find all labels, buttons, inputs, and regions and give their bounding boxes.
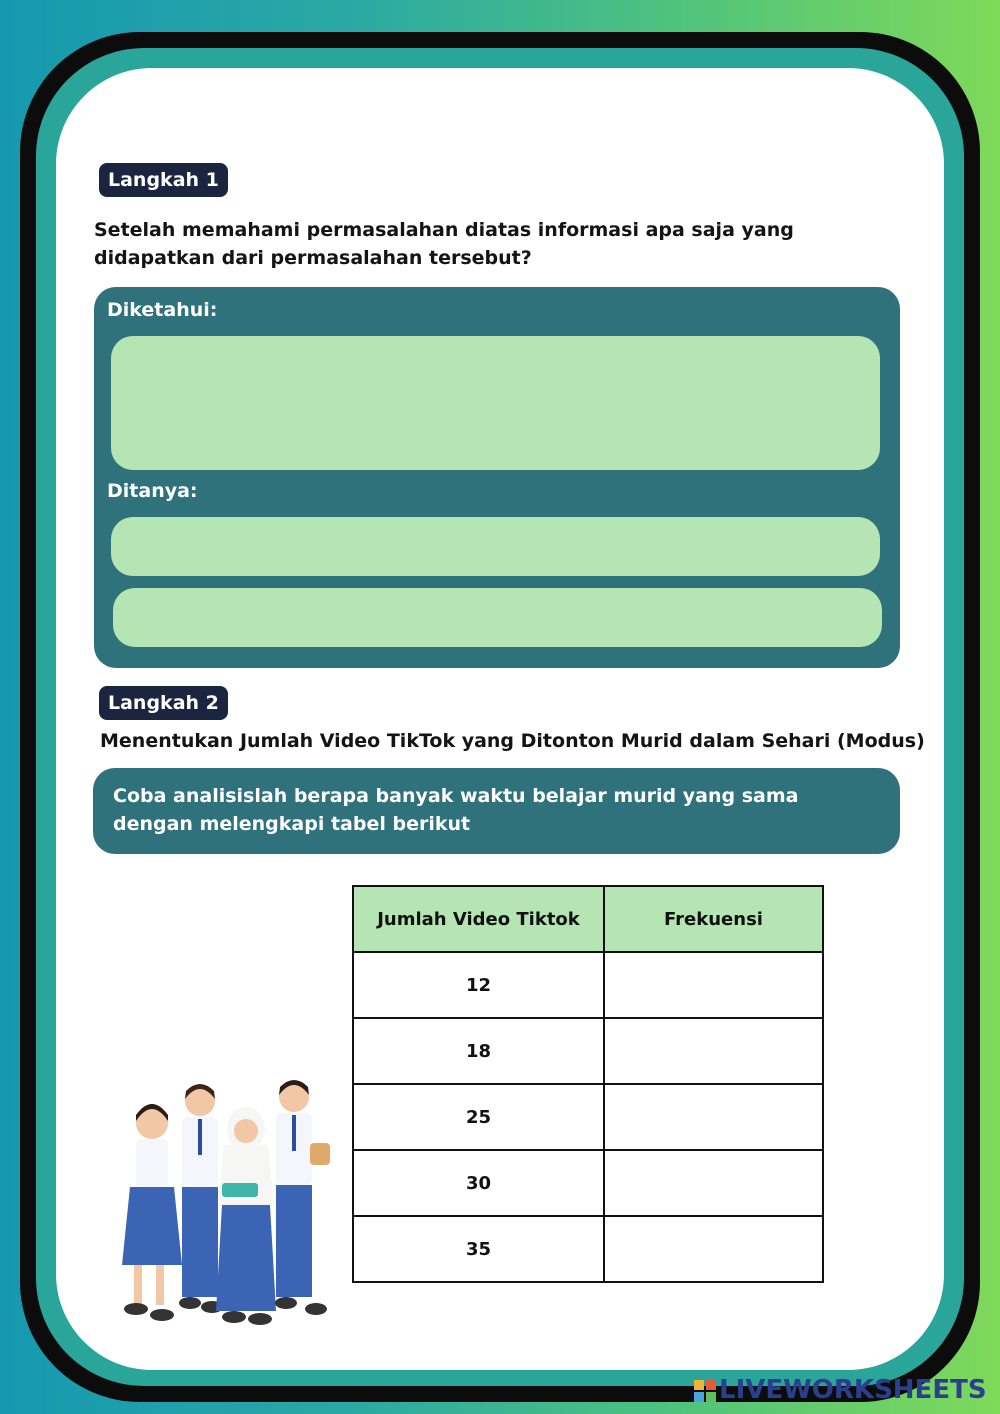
student-figure [275,1080,330,1315]
header-frequency: Frekuensi [604,886,823,952]
step1-panel [94,287,900,668]
student-figure [122,1104,182,1321]
table-row [353,1018,823,1084]
step2-title: Menentukan Jumlah Video TikTok yang Ditonton Murid dalam Sehari (Modus) [100,730,925,752]
frequency-table [352,885,824,1283]
table-row [353,1084,823,1150]
video-count-cell: 25 [353,1084,604,1150]
table-row [353,952,823,1018]
asked-label: Ditanya: [107,480,198,502]
step2-badge: Langkah 2 [99,686,228,720]
video-count-cell: 12 [353,952,604,1018]
known-answer-box[interactable] [111,336,880,470]
frequency-input-cell[interactable] [604,1150,823,1216]
table-row [353,1216,823,1282]
step1-question: Setelah memahami permasalahan diatas informasi apa saja yang didapatkan dari permasalahan tersebut? [94,219,794,269]
frequency-input-cell[interactable] [604,952,823,1018]
asked-answer-box-1[interactable] [111,517,880,576]
step1-badge: Langkah 1 [99,163,228,197]
student-figure [216,1107,276,1325]
student-figure [179,1084,223,1313]
liveworksheets-watermark [694,1375,987,1405]
frequency-input-cell[interactable] [604,1084,823,1150]
students-illustration [110,1075,350,1345]
video-count-cell: 18 [353,1018,604,1084]
video-count-cell: 35 [353,1216,604,1282]
watermark-text: LIVEWORKSHEETS [719,1375,987,1405]
header-video-count: Jumlah Video Tiktok [353,886,604,952]
known-label: Diketahui: [107,299,218,321]
table-header-row [353,886,823,952]
liveworksheets-logo-icon [694,1380,716,1402]
asked-answer-box-2[interactable] [113,588,882,647]
step2-instruction: Coba analisislah berapa banyak waktu belajar murid yang sama dengan melengkapi tabel berikut [93,768,900,854]
frequency-input-cell[interactable] [604,1018,823,1084]
video-count-cell: 30 [353,1150,604,1216]
table-row [353,1150,823,1216]
frequency-input-cell[interactable] [604,1216,823,1282]
